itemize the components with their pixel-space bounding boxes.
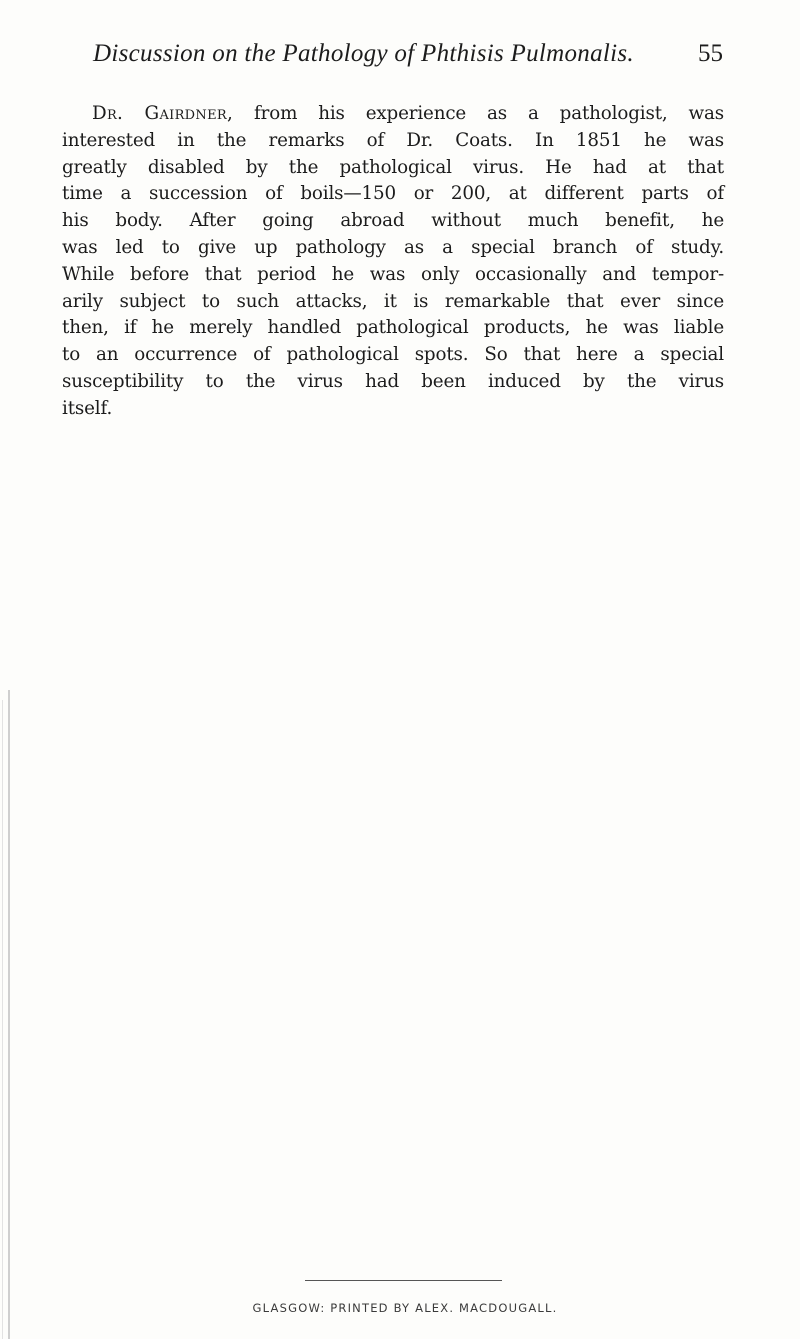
paragraph-line: While before that period he was only occasionally and tempor- xyxy=(62,263,724,285)
running-head xyxy=(93,40,723,80)
running-title: Discussion on the Pathology of Phthisis Pulmonalis. xyxy=(93,40,634,67)
paragraph-line: to an occurrence of pathological spots. So that here a special xyxy=(62,344,724,366)
page-number: 55 xyxy=(698,40,723,67)
footer-rule xyxy=(305,1280,502,1281)
paragraph-line: time a succession of boils—150 or 200, at different parts of xyxy=(62,183,724,205)
paragraph-line: susceptibility to the virus had been induced by the virus xyxy=(62,370,724,392)
paragraph-line: interested in the remarks of Dr. Coats. In 1851 he was xyxy=(62,129,724,151)
paragraph-line: arily subject to such attacks, it is remarkable that ever since xyxy=(62,290,724,312)
binding-edge-shadow xyxy=(2,700,3,1339)
printer-imprint: GLASGOW: PRINTED BY ALEX. MACDOUGALL. xyxy=(252,1301,558,1315)
paragraph-line: his body. After going abroad without much benefit, he xyxy=(62,210,724,232)
line-text: from his experience as a pathologist, was xyxy=(233,103,724,124)
speaker-name: Dr. Gairdner, xyxy=(92,103,234,124)
paragraph-line: then, if he merely handled pathological products, he was liable xyxy=(62,317,724,339)
paragraph-line: itself. xyxy=(62,397,113,419)
paragraph-line xyxy=(62,101,724,128)
paragraph-line: greatly disabled by the pathological virus. He had at that xyxy=(62,156,724,178)
paragraph-line: was led to give up pathology as a special branch of study. xyxy=(62,236,724,258)
discussion-paragraph xyxy=(62,101,724,423)
binding-edge-shadow xyxy=(8,690,10,1339)
